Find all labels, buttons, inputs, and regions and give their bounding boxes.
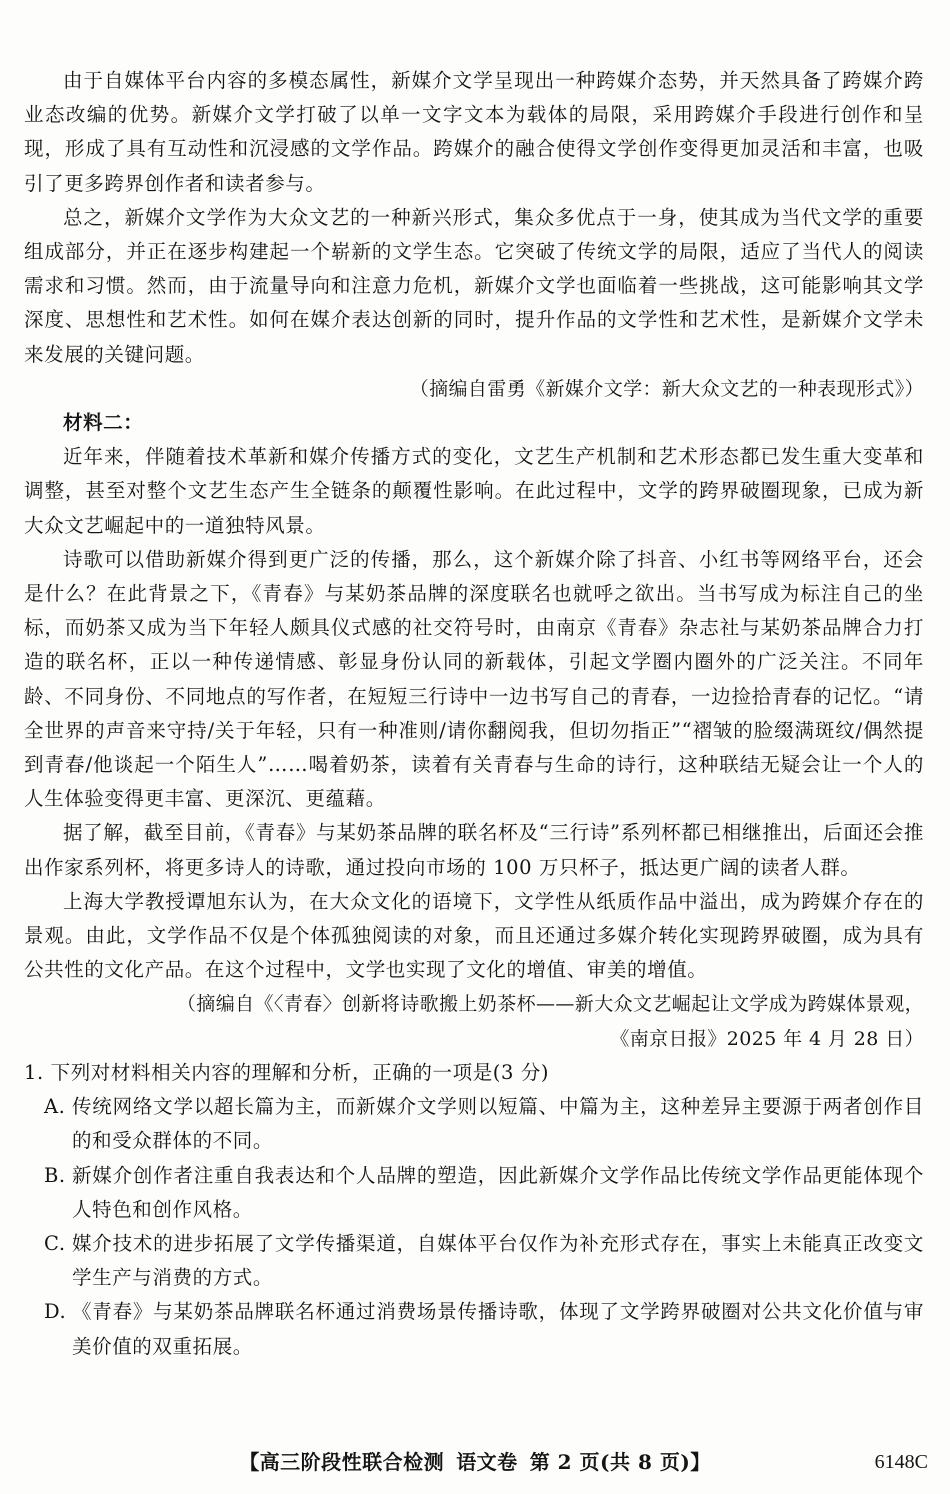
footer-subject: 语文卷 (456, 1450, 518, 1474)
paragraph: 据了解，截至目前，《青春》与某奶茶品牌的联名杯及“三行诗”系列杯都已相继推出，后面还会推出作家系列杯，将更多诗人的诗歌，通过投向市场的 100 万只杯子，抵达更广阔的读者人群。 (24, 821, 924, 879)
footer-exam-name: 【高三阶段性联合检测 (239, 1450, 445, 1474)
option-letter: C. (44, 1231, 66, 1255)
option-text: 新媒介创作者注重自我表达和个人品牌的塑造，因此新媒介文学作品比传统文学作品更能体现个人特色和创作风格。 (72, 1163, 924, 1221)
source-citation-line-1: （摘编自《〈青春〉创新将诗歌搬上奶茶杯——新大众文艺崛起让文学成为跨媒体景观， (176, 993, 924, 1016)
option-letter: D. (44, 1300, 67, 1324)
paragraph: 总之，新媒介文学作为大众文艺的一种新兴形式，集众多优点于一身，使其成为当代文学的重要组成部分，并正在逐步构建起一个崭新的文学生态。它突破了传统文学的局限，适应了当代人的阅读需求和习惯。然而，由于流量导向和注意力危机，新媒介文学也面临着一些挑战，这可能影响其文学深度、思想性和艺术性。如何在媒介表达创新的同时，提升作品的文学性和艺术性，是新媒介文学未来发展的关键问题。 (24, 205, 924, 366)
option-text: 媒介技术的进步拓展了文学传播渠道，自媒体平台仅作为补充形式存在，事实上未能真正改变文学生产与消费的方式。 (72, 1231, 924, 1290)
option-letter: A. (44, 1095, 66, 1119)
option-d (24, 1295, 924, 1363)
footer-page-number: 第 2 页(共 8 页)】 (529, 1450, 711, 1474)
question-stem: 1. 下列对材料相关内容的理解和分析，正确的一项是(3 分) (24, 1060, 550, 1084)
option-text: 《青春》与某奶茶品牌联名杯通过消费场景传播诗歌，体现了文学跨界破圈对公共文化价值与审美价值的双重拓展。 (72, 1300, 924, 1358)
option-letter: B. (44, 1163, 66, 1187)
option-text: 传统网络文学以超长篇为主，而新媒介文学则以短篇、中篇为主，这种差异主要源于两者创作目的和受众群体的不同。 (72, 1095, 924, 1153)
paragraph: 由于自媒体平台内容的多模态属性，新媒介文学呈现出一种跨媒介态势，并天然具备了跨媒介跨业态改编的优势。新媒介文学打破了以单一文字文本为载体的局限，采用跨媒介手段进行创作和呈现，形成了具有互动性和沉浸感的文学作品。跨媒介的融合使得文学创作变得更加灵活和丰富，也吸引了更多跨界创作者和读者参与。 (24, 69, 924, 195)
source-citation: （摘编自雷勇《新媒介文学：新大众文艺的一种表现形式》） (409, 377, 924, 400)
material-two (24, 406, 924, 1056)
paragraph: 近年来，伴随着技术革新和媒介传播方式的变化，文艺生产机制和艺术形态都已发生重大变革和调整，甚至对整个文艺生态产生全链条的颠覆性影响。在此过程中，文学的跨界破圈现象，已成为新大众文艺崛起中的一道独特风景。 (24, 445, 924, 537)
material-one-tail (24, 64, 924, 406)
option-a (24, 1090, 924, 1158)
paragraph: 诗歌可以借助新媒介得到更广泛的传播，那么，这个新媒介除了抖音、小红书等网络平台，还会是什么？在此背景之下，《青春》与某奶茶品牌的深度联名也就呼之欲出。当书写成为标注自己的坐标，而奶茶又成为当下年轻人颇具仪式感的社交符号时，由南京《青春》杂志社与某奶茶品牌合力打造的联名杯，正以一种传递情感、彰显身份认同的新载体，引起文学圈内圈外的广泛关注。不同年龄、不同身份、不同地点的写作者，在短短三行诗中一边书写自己的青春，一边捡拾青春的记忆。“请全世界的声音来守持/关于年轻，只有一种准则/请你翻阅我，但切勿指正”“褶皱的脸缀满斑纹/偶然提到青春/他谈起一个陌生人”……喝着奶茶，读着有关青春与生命的诗行，这种联结无疑会让一个人的人生体验变得更丰富、更深沉、更蕴藉。 (24, 547, 924, 811)
footer-title (0, 1447, 950, 1477)
question-1 (24, 1056, 924, 1364)
paragraph: 上海大学教授谭旭东认为，在大众文化的语境下，文学性从纸质作品中溢出，成为跨媒介存在的景观。由此，文学作品不仅是个体孤独阅读的对象，而且还通过多媒介转化实现跨界破圈，成为具有公共性的文化产品。在这个过程中，文学也实现了文化的增值、审美的增值。 (24, 889, 924, 982)
material-heading: 材料二： (63, 411, 144, 435)
footer-exam-code: 6148C (874, 1451, 928, 1473)
source-citation-line-2: 《南京日报》2025 年 4 月 28 日） (610, 1027, 924, 1050)
option-b (24, 1159, 924, 1227)
option-c (24, 1227, 924, 1295)
